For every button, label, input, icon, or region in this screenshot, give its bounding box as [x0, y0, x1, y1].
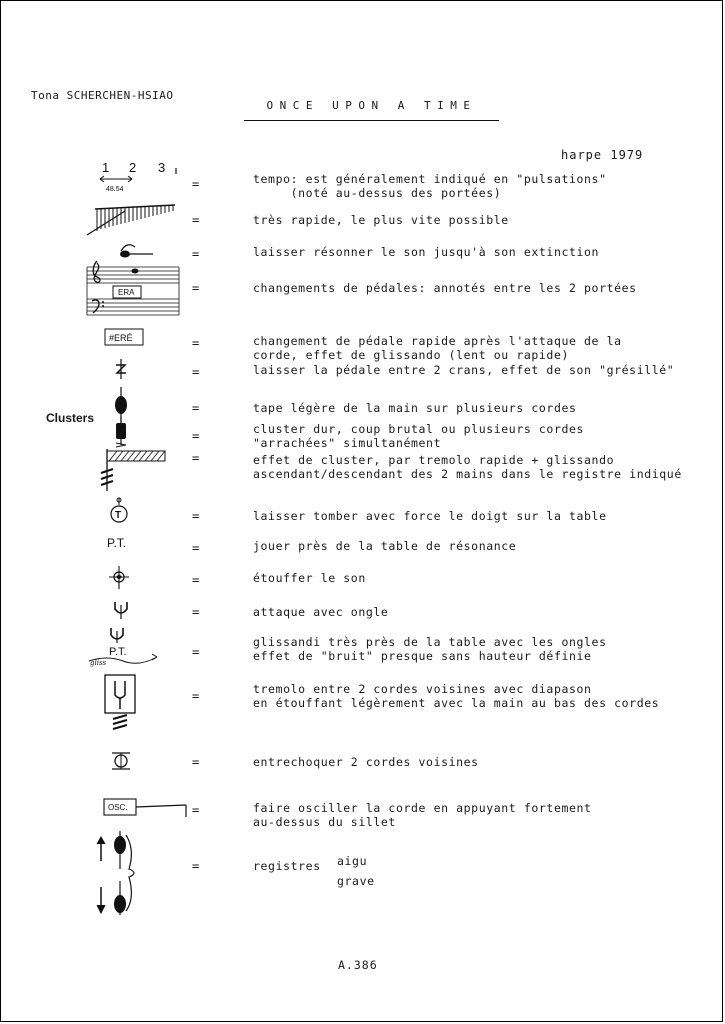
- nail-gliss-near-table-symbol: [87, 625, 167, 669]
- page-number: A.386: [338, 958, 378, 972]
- legend-text-nail: attaque avec ongle: [253, 605, 389, 619]
- tuning-fork-symbol: [101, 673, 141, 733]
- nail-attack-symbol: [111, 599, 131, 621]
- hard-cluster-symbol: [111, 415, 133, 449]
- registers-symbol: [95, 829, 139, 919]
- equals-sign: =: [192, 645, 200, 659]
- author-name: Tona SCHERCHEN-HSIAO: [31, 89, 174, 102]
- pt-label: P.T.: [107, 536, 127, 550]
- pt-label-gliss: P.T.: [109, 646, 127, 658]
- legend-text-oscillate: faire osciller la corde en appuyant fortement au-dessus du sillet: [253, 801, 592, 829]
- registers-label: registres: [253, 859, 321, 873]
- equals-sign: =: [192, 365, 200, 379]
- tempo-number-3: 3: [158, 160, 166, 175]
- tempo-number-2: 2: [129, 160, 137, 175]
- grand-staff-pedal-symbol: [83, 259, 183, 321]
- legend-text-rapid-pedal: changement de pédale rapide après l'attaque de la corde, effet de glissando (lent ou rapide): [253, 334, 622, 362]
- legend-text-cluster-effect: effet de cluster, par tremolo rapide + glissando ascendant/descendant des 2 mains dans le registre indiqué: [253, 453, 682, 481]
- legend-text-hard-cluster: cluster dur, coup brutal ou plusieurs cordes "arrachées" simultanément: [253, 422, 585, 450]
- equals-sign: =: [192, 541, 200, 555]
- cluster-tremolo-symbol: [95, 447, 171, 493]
- work-title: ONCE UPON A TIME: [244, 99, 499, 121]
- pres-table-symbol: [105, 533, 141, 553]
- legend-text-finger-drop: laisser tomber avec force le doigt sur la table: [253, 509, 607, 523]
- legend-text-nail-gliss: glissandi très près de la table avec les ongles effet de "bruit" presque sans hauteur définie: [253, 635, 607, 663]
- equals-sign: =: [192, 247, 200, 261]
- legend-text-tuning-fork: tremolo entre 2 cordes voisines avec diapason en étouffant légèrement avec la main au bas des cordes: [253, 682, 660, 710]
- table-marker-text: T: [115, 510, 122, 521]
- equals-sign: =: [192, 281, 200, 295]
- oscillate-symbol: [102, 795, 194, 821]
- legend-text-fast: très rapide, le plus vite possible: [253, 213, 509, 227]
- equals-sign: =: [192, 859, 200, 873]
- tempo-pulsation-symbol: [96, 159, 196, 193]
- register-values: [337, 851, 375, 891]
- gliss-label: gliss: [90, 659, 107, 667]
- clusters-section-label: Clusters: [46, 411, 95, 425]
- legend-text-pedal-change: changements de pédales: annotés entre les 2 portées: [253, 281, 637, 295]
- instrument-year: harpe 1979: [561, 148, 644, 162]
- equals-sign: =: [192, 451, 200, 465]
- legend-text-near-table: jouer près de la table de résonance: [253, 539, 517, 553]
- legend-text-let-ring: laisser résonner le son jusqu'à son extinction: [253, 245, 600, 259]
- damp-symbol: [107, 565, 131, 591]
- equals-sign: =: [192, 177, 200, 191]
- equals-sign: =: [192, 401, 200, 415]
- osc-box-text: OSC.: [108, 803, 128, 812]
- finger-on-table-symbol: [107, 497, 131, 525]
- equals-sign: =: [192, 755, 200, 769]
- tempo-number-1: 1: [102, 160, 110, 175]
- rapid-pedal-symbol: [104, 327, 148, 349]
- legend-text-tempo: tempo: est généralement indiqué en "pulsations" (noté au-dessus des portées): [253, 172, 607, 200]
- equals-sign: =: [192, 336, 200, 350]
- legend-text-half-pedal: laisser la pédale entre 2 crans, effet de son "grésillé": [253, 363, 675, 377]
- fast-beam-symbol: [85, 201, 181, 237]
- equals-sign: =: [192, 509, 200, 523]
- pedal-box-text: ERA: [118, 288, 135, 297]
- arrow-down-icon: [97, 905, 105, 913]
- let-ring-symbol: [113, 239, 157, 261]
- register-low: grave: [337, 874, 375, 888]
- register-high: aigu: [337, 854, 368, 868]
- equals-sign: =: [192, 429, 200, 443]
- equals-sign: =: [192, 213, 200, 227]
- legend-text-knock: entrechoquer 2 cordes voisines: [253, 755, 479, 769]
- half-pedal-symbol: [111, 357, 131, 381]
- knock-strings-symbol: [109, 749, 133, 773]
- rapid-pedal-box-text: #ERÉ: [109, 333, 133, 343]
- arrow-up-icon: [97, 837, 105, 844]
- equals-sign: =: [192, 803, 200, 817]
- equals-sign: =: [192, 605, 200, 619]
- tempo-unit: 48.54: [106, 186, 124, 193]
- legend-text-light-tap: tape légère de la main sur plusieurs cordes: [253, 401, 577, 415]
- equals-sign: =: [192, 689, 200, 703]
- legend-text-damp: étouffer le son: [253, 571, 366, 585]
- equals-sign: =: [192, 573, 200, 587]
